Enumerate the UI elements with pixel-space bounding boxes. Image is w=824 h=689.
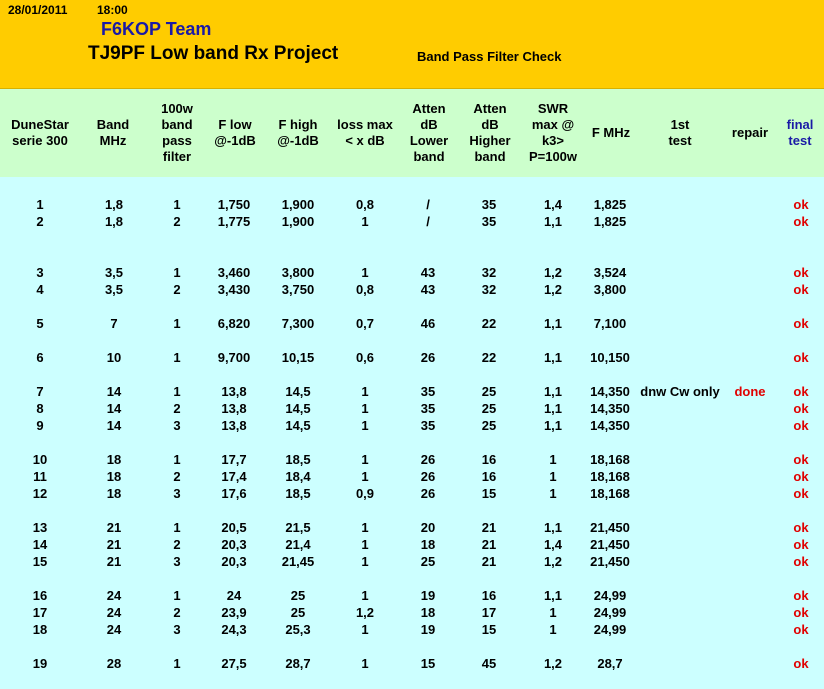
cell-fmhz: 14,350 (590, 384, 630, 399)
cell-flow: 24,3 (221, 622, 247, 637)
cell-band: 18 (106, 486, 122, 501)
cell-dunestar: 7 (36, 384, 44, 399)
cell-final: ok (793, 350, 809, 365)
cell-fhigh: 3,750 (281, 282, 315, 297)
cell-final: ok (793, 656, 809, 671)
cell-filter: 2 (173, 537, 181, 552)
cell-band: 21 (106, 520, 122, 535)
column-header-band (80, 89, 146, 177)
column-header-first (640, 89, 720, 177)
cell-flow: 9,700 (217, 350, 251, 365)
cell-loss: 0,6 (355, 350, 375, 365)
table-row (0, 621, 824, 638)
column-header-dunestar (2, 89, 78, 177)
cell-flow: 17,4 (221, 469, 247, 484)
cell-swr: 1 (549, 469, 557, 484)
cell-first (640, 587, 720, 604)
cell-fhigh: 14,5 (285, 418, 311, 433)
cell-loss: 1 (361, 656, 369, 671)
cell-loss: 0,7 (355, 316, 375, 331)
cell-att-high: 25 (481, 401, 497, 416)
cell-fmhz: 3,524 (593, 265, 627, 280)
cell-final: ok (793, 520, 809, 535)
cell-dunestar: 13 (32, 520, 48, 535)
cell-att-high: 25 (481, 418, 497, 433)
table-row (0, 213, 824, 230)
cell-swr: 1,1 (543, 384, 563, 399)
cell-dunestar: 12 (32, 486, 48, 501)
cell-final: ok (793, 401, 809, 416)
cell-flow: 27,5 (221, 656, 247, 671)
cell-fmhz: 21,450 (590, 520, 630, 535)
table-row (0, 383, 824, 400)
cell-att-high: 21 (481, 537, 497, 552)
cell-band: 1,8 (104, 197, 124, 212)
cell-filter: 1 (173, 384, 181, 399)
cell-filter: 3 (173, 622, 181, 637)
cell-band: 14 (106, 384, 122, 399)
cell-fhigh: 1,900 (281, 197, 315, 212)
cell-fmhz: 21,450 (590, 537, 630, 552)
cell-flow: 1,750 (217, 197, 251, 212)
cell-dunestar: 3 (36, 265, 44, 280)
table-row (0, 349, 824, 366)
cell-swr: 1 (549, 486, 557, 501)
cell-band: 24 (106, 622, 122, 637)
cell-fhigh: 18,4 (285, 469, 311, 484)
cell-filter: 2 (173, 605, 181, 620)
cell-first (640, 264, 720, 281)
cell-dunestar: 11 (33, 469, 47, 484)
cell-fmhz: 10,150 (590, 350, 630, 365)
cell-fhigh: 21,4 (285, 537, 311, 552)
cell-att-high: 45 (481, 656, 497, 671)
cell-att-high: 22 (481, 316, 497, 331)
cell-final: ok (793, 554, 809, 569)
cell-final: ok (793, 316, 809, 331)
cell-att-high: 15 (481, 486, 497, 501)
cell-swr: 1,4 (543, 537, 563, 552)
cell-final: ok (793, 622, 809, 637)
cell-fhigh: 18,5 (285, 452, 311, 467)
column-header-label: Atten dB Higher band (469, 101, 511, 164)
cell-att-low: / (426, 197, 430, 212)
project-title: TJ9PF Low band Rx Project (88, 43, 339, 64)
cell-flow: 13,8 (221, 418, 247, 433)
cell-fmhz: 18,168 (590, 452, 630, 467)
table-row (0, 468, 824, 485)
cell-att-low: 20 (420, 520, 436, 535)
cell-dunestar: 18 (32, 622, 48, 637)
cell-filter: 2 (173, 401, 181, 416)
cell-dunestar: 6 (36, 350, 44, 365)
cell-fhigh: 25 (290, 605, 306, 620)
cell-fhigh: 7,300 (281, 316, 315, 331)
cell-swr: 1,1 (543, 401, 563, 416)
cell-att-low: 25 (420, 554, 436, 569)
cell-band: 10 (106, 350, 122, 365)
team-name: F6KOP Team (101, 19, 212, 39)
table-row (0, 536, 824, 553)
cell-final: ok (793, 537, 809, 552)
cell-first (640, 281, 720, 298)
cell-first (640, 400, 720, 417)
cell-att-high: 32 (481, 282, 497, 297)
cell-first (640, 655, 720, 672)
cell-dunestar: 1 (36, 197, 44, 212)
cell-flow: 20,3 (221, 554, 247, 569)
cell-final: ok (793, 605, 809, 620)
cell-band: 14 (106, 401, 122, 416)
cell-flow: 13,8 (221, 401, 247, 416)
cell-att-low: 19 (420, 622, 436, 637)
cell-fhigh: 18,5 (285, 486, 311, 501)
cell-att-low: 19 (420, 588, 436, 603)
column-header-att-low (400, 89, 458, 177)
cell-first (640, 213, 720, 230)
cell-fmhz: 18,168 (590, 486, 630, 501)
cell-band: 3,5 (104, 282, 124, 297)
cell-att-high: 16 (481, 452, 497, 467)
cell-fhigh: 10,15 (281, 350, 315, 365)
cell-dunestar: 9 (36, 418, 44, 433)
cell-filter: 3 (173, 554, 181, 569)
cell-dunestar: 15 (32, 554, 48, 569)
cell-dunestar: 16 (32, 588, 48, 603)
cell-fmhz: 1,825 (593, 214, 627, 229)
cell-filter: 2 (173, 214, 181, 229)
cell-band: 18 (106, 452, 122, 467)
cell-att-low: 26 (420, 486, 436, 501)
cell-filter: 1 (173, 588, 181, 603)
column-header-label: loss max < x dB (337, 117, 393, 148)
cell-first (640, 621, 720, 638)
cell-loss: 1 (361, 265, 369, 280)
cell-att-high: 25 (481, 384, 497, 399)
cell-dunestar: 19 (32, 656, 48, 671)
column-header-label: 100w band pass filter (161, 101, 193, 164)
cell-flow: 17,7 (221, 452, 247, 467)
cell-att-low: 43 (420, 265, 436, 280)
cell-dunestar: 5 (36, 316, 44, 331)
cell-loss: 1 (361, 401, 369, 416)
cell-loss: 1 (361, 537, 369, 552)
cell-swr: 1,1 (543, 316, 563, 331)
column-header-loss (332, 89, 398, 177)
cell-att-high: 16 (481, 469, 497, 484)
cell-loss: 1 (361, 622, 369, 637)
cell-first (640, 349, 720, 366)
cell-flow: 17,6 (221, 486, 247, 501)
cell-band: 24 (106, 605, 122, 620)
cell-swr: 1,4 (543, 197, 563, 212)
cell-att-low: 26 (420, 350, 436, 365)
column-header-row (0, 89, 824, 177)
column-header-label: F MHz (591, 125, 631, 140)
cell-final: ok (793, 588, 809, 603)
cell-loss: 1 (361, 554, 369, 569)
table-row (0, 655, 824, 672)
cell-att-high: 32 (481, 265, 497, 280)
cell-fmhz: 14,350 (590, 401, 630, 416)
cell-filter: 3 (173, 486, 181, 501)
cell-filter: 2 (173, 469, 181, 484)
cell-fhigh: 14,5 (285, 401, 311, 416)
cell-band: 18 (106, 469, 122, 484)
cell-repair: done (734, 384, 766, 399)
cell-att-low: 15 (420, 656, 436, 671)
column-header-label: Band MHz (96, 117, 130, 148)
cell-fhigh: 1,900 (281, 214, 315, 229)
cell-att-low: 18 (420, 605, 436, 620)
cell-fmhz: 28,7 (597, 656, 623, 671)
cell-filter: 2 (173, 282, 181, 297)
cell-flow: 3,460 (217, 265, 251, 280)
cell-band: 21 (106, 537, 122, 552)
column-header-label: SWR max @ k3> P=100w (528, 101, 578, 164)
cell-filter: 1 (173, 197, 181, 212)
column-header-label: 1st test (668, 117, 692, 148)
column-header-att-high (460, 89, 520, 177)
cell-final: ok (793, 214, 809, 229)
cell-first (640, 196, 720, 213)
cell-dunestar: 8 (36, 401, 44, 416)
cell-fmhz: 7,100 (593, 316, 627, 331)
cell-fmhz: 24,99 (593, 622, 627, 637)
column-header-label: repair (731, 125, 769, 140)
cell-fmhz: 3,800 (593, 282, 627, 297)
report-time: 18:00 (97, 3, 128, 17)
cell-swr: 1,1 (543, 418, 563, 433)
cell-att-high: 17 (481, 605, 497, 620)
cell-first (640, 417, 720, 434)
cell-att-low: 43 (420, 282, 436, 297)
table-row (0, 587, 824, 604)
cell-swr: 1,1 (543, 350, 563, 365)
cell-loss: 0,8 (355, 282, 375, 297)
column-header-fmhz (584, 89, 638, 177)
cell-loss: 1,2 (355, 605, 375, 620)
cell-fhigh: 14,5 (285, 384, 311, 399)
cell-band: 14 (106, 418, 122, 433)
column-header-filter (148, 89, 206, 177)
cell-first (640, 604, 720, 621)
cell-fmhz: 21,450 (590, 554, 630, 569)
cell-loss: 1 (361, 384, 369, 399)
column-header-label: F high @-1dB (277, 117, 319, 148)
column-header-label: DuneStar serie 300 (11, 117, 69, 148)
cell-att-low: 26 (420, 452, 436, 467)
cell-swr: 1,1 (543, 588, 563, 603)
cell-fhigh: 21,45 (281, 554, 315, 569)
cell-fmhz: 14,350 (590, 418, 630, 433)
report-date: 28/01/2011 (8, 3, 68, 17)
cell-first (640, 519, 720, 536)
cell-flow: 3,430 (217, 282, 251, 297)
cell-att-low: / (426, 214, 430, 229)
cell-band: 24 (106, 588, 122, 603)
cell-final: ok (793, 486, 809, 501)
cell-final: ok (793, 265, 809, 280)
cell-loss: 0,9 (355, 486, 375, 501)
column-header-repair (720, 89, 780, 177)
cell-fhigh: 25,3 (285, 622, 311, 637)
cell-swr: 1,1 (543, 520, 563, 535)
cell-final: ok (793, 418, 809, 433)
cell-filter: 1 (173, 452, 181, 467)
cell-flow: 20,5 (221, 520, 247, 535)
cell-swr: 1,2 (543, 656, 563, 671)
table-row (0, 281, 824, 298)
cell-dunestar: 17 (32, 605, 48, 620)
column-header-label: Atten dB Lower band (409, 101, 449, 164)
cell-flow: 13,8 (221, 384, 247, 399)
cell-first (640, 451, 720, 468)
cell-att-high: 21 (481, 520, 497, 535)
cell-final: ok (793, 469, 809, 484)
cell-filter: 1 (173, 265, 181, 280)
cell-band: 28 (106, 656, 122, 671)
cell-dunestar: 4 (36, 282, 44, 297)
cell-band: 3,5 (104, 265, 124, 280)
table-row (0, 604, 824, 621)
cell-loss: 1 (361, 418, 369, 433)
cell-first (640, 536, 720, 553)
cell-swr: 1,2 (543, 282, 563, 297)
cell-att-low: 18 (420, 537, 436, 552)
column-header-label: F low @-1dB (214, 117, 256, 148)
cell-first (640, 315, 720, 332)
table-row (0, 264, 824, 281)
cell-filter: 1 (173, 656, 181, 671)
cell-att-high: 21 (481, 554, 497, 569)
cell-filter: 3 (173, 418, 181, 433)
cell-first: dnw Cw only (640, 384, 720, 399)
cell-dunestar: 10 (32, 452, 48, 467)
cell-filter: 1 (173, 520, 181, 535)
cell-att-high: 15 (481, 622, 497, 637)
cell-att-high: 35 (481, 214, 497, 229)
cell-band: 7 (110, 316, 118, 331)
cell-band: 21 (106, 554, 122, 569)
cell-final: ok (793, 452, 809, 467)
cell-swr: 1,2 (543, 554, 563, 569)
table-row (0, 315, 824, 332)
cell-swr: 1 (549, 622, 557, 637)
cell-fmhz: 24,99 (593, 588, 627, 603)
cell-fhigh: 21,5 (285, 520, 311, 535)
cell-loss: 1 (361, 214, 369, 229)
cell-att-high: 22 (481, 350, 497, 365)
cell-final: ok (793, 197, 809, 212)
cell-att-low: 35 (420, 401, 436, 416)
cell-att-high: 16 (481, 588, 497, 603)
cell-loss: 0,8 (355, 197, 375, 212)
cell-fmhz: 1,825 (593, 197, 627, 212)
table-row (0, 485, 824, 502)
column-header-label: final test (786, 117, 814, 148)
cell-att-low: 35 (420, 384, 436, 399)
cell-swr: 1 (549, 452, 557, 467)
cell-flow: 1,775 (217, 214, 251, 229)
cell-flow: 23,9 (221, 605, 247, 620)
cell-flow: 24 (226, 588, 242, 603)
cell-fmhz: 18,168 (590, 469, 630, 484)
cell-flow: 6,820 (217, 316, 251, 331)
report-subtitle: Band Pass Filter Check (417, 49, 562, 64)
cell-swr: 1,2 (543, 265, 563, 280)
cell-dunestar: 14 (32, 537, 48, 552)
cell-fhigh: 28,7 (285, 656, 311, 671)
column-header-fhigh (266, 89, 330, 177)
cell-filter: 1 (173, 350, 181, 365)
table-row (0, 519, 824, 536)
table-row (0, 451, 824, 468)
cell-att-low: 26 (420, 469, 436, 484)
cell-att-high: 35 (481, 197, 497, 212)
cell-band: 1,8 (104, 214, 124, 229)
cell-loss: 1 (361, 469, 369, 484)
column-header-flow (206, 89, 264, 177)
cell-loss: 1 (361, 520, 369, 535)
cell-fhigh: 25 (290, 588, 306, 603)
cell-first (640, 485, 720, 502)
cell-flow: 20,3 (221, 537, 247, 552)
cell-dunestar: 2 (36, 214, 44, 229)
cell-loss: 1 (361, 588, 369, 603)
cell-fmhz: 24,99 (593, 605, 627, 620)
table-row (0, 196, 824, 213)
cell-loss: 1 (361, 452, 369, 467)
table-row (0, 417, 824, 434)
cell-final: ok (793, 384, 809, 399)
column-header-swr (520, 89, 586, 177)
table-row (0, 400, 824, 417)
cell-first (640, 468, 720, 485)
cell-att-low: 46 (420, 316, 436, 331)
title-banner (0, 0, 824, 89)
cell-fhigh: 3,800 (281, 265, 315, 280)
column-header-final (778, 89, 822, 177)
cell-final: ok (793, 282, 809, 297)
cell-swr: 1 (549, 605, 557, 620)
cell-att-low: 35 (420, 418, 436, 433)
table-row (0, 553, 824, 570)
cell-swr: 1,1 (543, 214, 563, 229)
cell-first (640, 553, 720, 570)
cell-filter: 1 (173, 316, 181, 331)
